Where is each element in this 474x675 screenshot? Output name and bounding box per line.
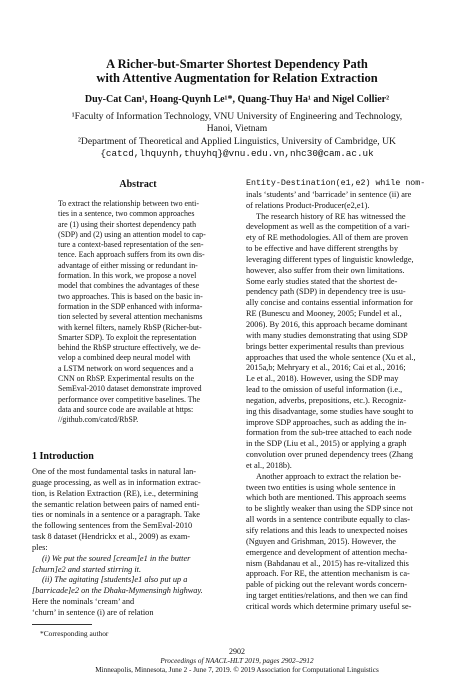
- paper-title-line-1: A Richer-but-Smarter Shortest Dependency Path: [106, 57, 368, 71]
- body-line: nism (Bahdanau et al., 2015) has re-vitalized this: [246, 558, 409, 568]
- body-line: approach. For RE, the attention mechanism is ca-: [246, 569, 410, 579]
- body-line: pable of picking out the relevant words concern-: [246, 580, 408, 590]
- body-line: ‘churn’ in sentence (i) are of relation: [32, 607, 154, 617]
- body-line: task 8 dataset (Hendrickx et al., 2009) as exam-: [32, 532, 191, 542]
- body-line: the following sentences from the SemEval-2010: [32, 521, 193, 531]
- body-line: [churn]e2 and started stirring it.: [32, 564, 142, 574]
- body-line: The research history of RE has witnessed the: [256, 211, 406, 221]
- affiliation-2: ²Department of Theoretical and Applied Linguistics, University of Cambridge, UK: [78, 136, 396, 147]
- body-line: (Nguyen and Grishman, 2015). However, the: [246, 536, 396, 546]
- abstract-line: //github.com/catcd/RbSP.: [58, 415, 139, 425]
- body-line: Another approach to extract the relation be-: [256, 471, 402, 481]
- body-line: tween two entities is using whole sentence in: [246, 482, 396, 492]
- body-line: improve SDP approaches, such as adding the in-: [246, 417, 407, 427]
- body-line: ties or nominals in a sentence or a paragraph. Take: [32, 510, 200, 520]
- abstract-line: formation in the SDP enhanced with informa-: [58, 301, 203, 311]
- body-line: (ii) The agitating [students]e1 also put up a: [42, 575, 188, 585]
- author-emails[interactable]: {catcd,lhquynh,thuyhq}@vnu.edu.vn,nhc30@cam.ac.uk: [100, 148, 374, 159]
- section-heading-introduction: 1 Introduction: [32, 451, 94, 462]
- abstract-line: formation. In this work, we propose a novel: [58, 271, 197, 281]
- abstract-line: data and source code are available at https:: [58, 404, 194, 414]
- body-line: in the SDP (Liu et al., 2015) or applying a graph: [246, 439, 407, 449]
- body-line: Some early studies stated that the shortest de-: [246, 276, 398, 286]
- body-line: emergence and development of attention mecha-: [246, 547, 408, 557]
- abstract-line: ture a context-based representation of the sen-: [58, 240, 204, 250]
- body-line: lead to the omission of useful information (i.e.,: [246, 385, 403, 395]
- body-line: formation from the sub-tree attached to each node: [246, 428, 412, 438]
- body-line: with many studies demonstrating that using SDP: [246, 330, 408, 340]
- affiliation-1: ¹Faculty of Information Technology, VNU University of Engineering and Technology,: [71, 111, 403, 122]
- body-line: inals ‘students’ and ‘barricade’ in sentence (ii) are: [246, 189, 412, 199]
- body-line: approaches that used the whole sentence (Xu et al.,: [246, 352, 416, 362]
- body-line: 2006). By 2016, this approach became dominant: [246, 319, 408, 329]
- body-line: development as well as the competition of a vari-: [246, 222, 410, 232]
- abstract-line: two approaches. This is based on the basic in-: [58, 291, 203, 301]
- abstract-line: CNN on RbSP. Experimental results on the: [58, 374, 195, 384]
- body-line: RE (Bunescu and Mooney, 2005; Fundel et al.,: [246, 309, 402, 319]
- proceedings-line: Proceedings of NAACL-HLT 2019, pages 2902–2912: [160, 657, 314, 665]
- body-line: however, also suffer from their own limitations.: [246, 265, 405, 275]
- body-line: sify relations and this leads to unexpected noises: [246, 526, 408, 535]
- body-line: guage processing, as well as in information extrac-: [32, 477, 201, 487]
- abstract-line: tence. Each approach suffers from its own dis-: [58, 250, 205, 260]
- body-line: of relations Product-Producer(e2,e1).: [246, 200, 370, 210]
- body-line: et al., 2018b).: [246, 460, 292, 470]
- abstract-line: To extract the relationship between two enti-: [58, 199, 199, 208]
- footnote-divider: [32, 624, 92, 625]
- body-line: critical words which determine primary useful se-: [246, 601, 412, 611]
- abstract-line: SemEval-2010 dataset demonstrate improved: [58, 384, 202, 394]
- body-line: ples:: [32, 542, 48, 552]
- abstract-line: a LSTM network on word sequences and a: [58, 363, 194, 373]
- abstract-line: ties in a sentence, two common approaches: [58, 209, 195, 219]
- abstract-line: velop a combined deep neural model with: [58, 353, 191, 363]
- conference-location-line: Minneapolis, Minnesota, June 2 - June 7, 2019. © 2019 Association for Computational Linguistics: [95, 666, 379, 674]
- abstract-heading: Abstract: [119, 179, 157, 190]
- body-line: One of the most fundamental tasks in natural lan-: [32, 467, 197, 476]
- body-line: brings better experimental results than previous: [246, 341, 404, 351]
- body-line: Here the nominals ‘cream’ and: [32, 597, 135, 607]
- body-line: 2015a,b; Mehryary et al., 2016; Cai et al., 2016;: [246, 363, 406, 373]
- page-number: 2902: [229, 647, 245, 656]
- abstract-line: model that combines the advantages of these: [58, 281, 200, 291]
- author-list: Duy-Cat Can¹, Hoang-Quynh Le¹*, Quang-Thuy Ha¹ and Nigel Collier²: [84, 94, 390, 105]
- left-column-body: [32, 467, 228, 619]
- abstract-line: performance over competitive baselines. The: [58, 394, 201, 404]
- abstract-line: behind the RbSP structure effectively, we de-: [58, 343, 201, 353]
- body-line: which both are mentioned. This approach seems: [246, 493, 406, 503]
- abstract-line: tion selected by several attention mechanisms: [58, 312, 203, 322]
- abstract-line: advantage of either missing or redundant in-: [58, 260, 198, 270]
- body-line: leveraging different types of linguistic knowledge,: [246, 254, 414, 264]
- body-line: ety of RE methodologies. All of them are proven: [246, 233, 408, 243]
- abstract-body: [58, 199, 224, 426]
- body-line: to be slightly weaker than using the SDP since not: [246, 504, 413, 514]
- body-line: [barricade]e2 on the Dhaka-Mymensingh highway.: [32, 586, 203, 596]
- body-line: tion, is Relation Extraction (RE), i.e., determining: [32, 488, 199, 498]
- abstract-line: Smarter SDP). To exploit the representation: [58, 332, 197, 342]
- body-line: the semantic relation between pairs of named enti-: [32, 499, 200, 509]
- abstract-line: with kernel filters, namely RbSP (Richer-but-: [58, 322, 202, 332]
- footnote-corresponding-author: *Corresponding author: [40, 629, 109, 638]
- body-line: ally concise and contains essential information for: [246, 298, 413, 308]
- abstract-line: are (1) using their shortest dependency path: [58, 219, 197, 229]
- body-line: to be effective and have different strengths by: [246, 244, 398, 254]
- affiliation-1-city: Hanoi, Vietnam: [206, 123, 268, 134]
- paper-title-line-2: with Attentive Augmentation for Relation Extraction: [96, 71, 378, 85]
- abstract-line: (SDP) and (2) using an attention model to cap-: [58, 229, 206, 239]
- body-line: pendency path (SDP) in dependency tree is usu-: [246, 287, 406, 297]
- body-line: (i) We put the soured [cream]e1 in the butter: [42, 553, 191, 563]
- body-line: all words in a sentence contribute equally to clas-: [246, 515, 411, 525]
- body-line: ing this disadvantage, some studies have sought to: [246, 406, 414, 416]
- body-line: negation, adverbs, prepositions, etc.). Recogniz-: [246, 395, 407, 405]
- right-column-body: [246, 179, 444, 613]
- body-line: Entity-Destination(e1,e2) while nom-: [246, 179, 426, 188]
- body-line: ing target entities/relations, and then we can find: [246, 591, 408, 601]
- body-line: Le et al., 2018). However, using the SDP may: [246, 374, 399, 384]
- body-line: convolution over pruned dependency trees (Zhang: [246, 450, 414, 460]
